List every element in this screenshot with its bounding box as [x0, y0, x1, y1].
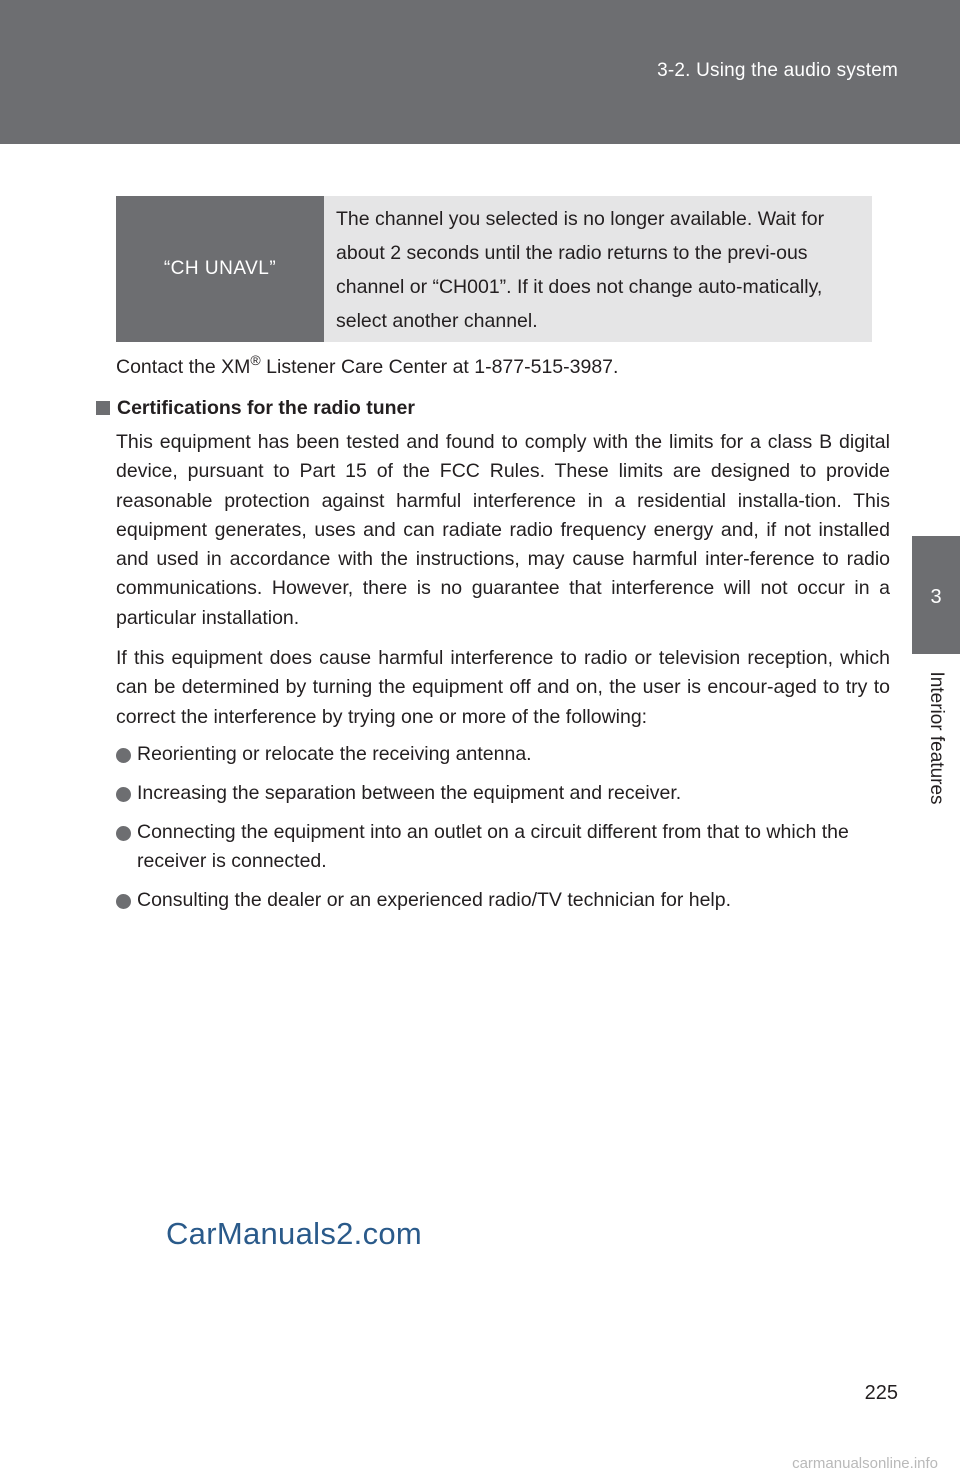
chapter-label: Interior features: [926, 671, 947, 805]
certifications-heading-text: Certifications for the radio tuner: [117, 397, 415, 419]
chapter-number: 3: [930, 586, 942, 608]
list-item-text: Connecting the equipment into an outlet on a circuit different from that to which the receiver is connected.: [137, 821, 849, 873]
circle-bullet-icon: [116, 826, 131, 841]
certifications-heading: [96, 394, 415, 422]
message-description-cell: The channel you selected is no longer available. Wait for about 2 seconds until the radio returns to the previ-ous channel or “CH001”. If it does not change auto-matically, select another channel.: [324, 196, 872, 342]
list-item: [116, 818, 896, 877]
registered-mark: ®: [250, 352, 261, 368]
contact-suffix: Listener Care Center at 1-877-515-3987.: [260, 356, 619, 378]
section-title: 3-2. Using the audio system: [657, 60, 898, 81]
contact-line: [116, 352, 618, 382]
list-item: [116, 740, 896, 769]
list-item: [116, 886, 896, 915]
watermark-logo: CarManuals2.com: [166, 1216, 423, 1251]
list-item-text: Increasing the separation between the equipment and receiver.: [137, 782, 682, 804]
message-code-cell: “CH UNAVL”: [116, 196, 324, 342]
list-item: [116, 779, 896, 808]
square-bullet-icon: [96, 401, 110, 415]
paragraph-interference: If this equipment does cause harmful interference to radio or television reception, which can be determined by turning the equipment off and on, the user is encour-aged to try to correct the interference by trying one or more of the following:: [116, 647, 890, 728]
contact-prefix: Contact the XM: [116, 356, 251, 378]
circle-bullet-icon: [116, 748, 131, 763]
watermark-text: carmanualsonline.info: [792, 1455, 938, 1472]
list-item-text: Reorienting or relocate the receiving antenna.: [137, 743, 532, 765]
paragraph-fcc-compliance: This equipment has been tested and found to comply with the limits for a class B digital device, pursuant to Part 15 of the FCC Rules. These limits are designed to provide reasonable protection against harmful interference in a residential installa-tion. This equipment generates, uses and can radiate radio frequency energy and, if not installed and used in accordance with the instructions, may cause harmful inter-ference to radio communications. However, there is no guarantee that interference will not occur in a particular installation.: [116, 431, 890, 629]
list-item-text: Consulting the dealer or an experienced radio/TV technician for help.: [137, 889, 732, 911]
circle-bullet-icon: [116, 894, 131, 909]
message-table: [116, 196, 872, 342]
circle-bullet-icon: [116, 787, 131, 802]
page-number: 225: [864, 1382, 898, 1404]
